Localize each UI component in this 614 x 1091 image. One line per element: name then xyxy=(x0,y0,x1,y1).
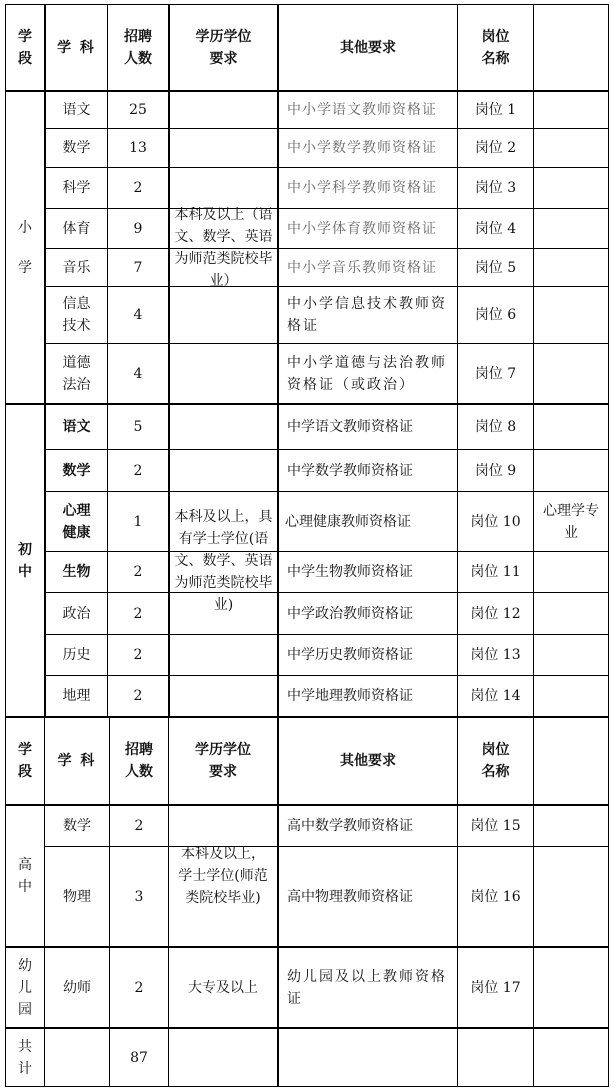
requirement-cell: 中小学体育教师资格证 xyxy=(287,220,437,237)
post-cell: 岗位 4 xyxy=(474,220,517,237)
requirement-cell: 中小学音乐教师资格证 xyxy=(287,259,437,276)
post-cell: 岗位 17 xyxy=(470,979,521,996)
header-subject: 学 科 xyxy=(57,753,97,769)
subject-cell: 数学 xyxy=(62,140,91,156)
count-cell: 5 xyxy=(133,419,143,435)
subject-cell: 生物 xyxy=(62,564,91,580)
vline xyxy=(533,4,534,717)
count-cell: 4 xyxy=(133,365,143,382)
count-cell: 2 xyxy=(134,979,144,996)
subject-cell: 心理健康 xyxy=(62,502,91,541)
education-kindergarten: 大专及以上 xyxy=(188,979,258,996)
stage-senior: 高中 xyxy=(18,857,32,895)
count-cell: 9 xyxy=(133,220,143,237)
subject-cell: 语文 xyxy=(62,419,91,435)
requirement-cell: 中学语文教师资格证 xyxy=(287,419,413,435)
post-cell: 岗位 12 xyxy=(470,605,521,622)
count-cell: 13 xyxy=(129,140,147,156)
post-cell: 岗位 2 xyxy=(474,140,517,156)
requirement-cell: 幼儿园及以上教师资格证 xyxy=(287,968,447,1007)
requirement-cell: 中小学数学教师资格证 xyxy=(287,140,437,156)
requirement-cell: 心理健康教师资格证 xyxy=(285,513,411,530)
count-cell: 7 xyxy=(133,259,143,276)
requirement-cell: 中小学信息技术教师资格证 xyxy=(287,296,447,334)
header-subject: 学 科 xyxy=(57,39,96,56)
hline xyxy=(5,1027,609,1029)
header-count: 招聘人数 xyxy=(125,742,153,780)
stage-primary: 小学 xyxy=(18,219,32,276)
post-cell: 岗位 14 xyxy=(470,688,521,704)
hline xyxy=(5,1086,609,1087)
subject-cell: 音乐 xyxy=(62,259,91,276)
post-cell: 岗位 3 xyxy=(474,180,517,196)
count-cell: 2 xyxy=(134,818,144,834)
requirement-cell: 中小学语文教师资格证 xyxy=(287,102,437,118)
count-cell: 25 xyxy=(129,102,147,118)
count-cell: 1 xyxy=(133,513,143,530)
subject-cell: 道德法治 xyxy=(62,354,91,393)
vline xyxy=(608,4,609,1087)
header-education: 学历学位要求 xyxy=(195,742,251,780)
subject-cell: 信息技术 xyxy=(62,296,91,334)
subject-cell: 物理 xyxy=(63,888,91,905)
header-stage: 学段 xyxy=(18,742,32,780)
count-cell: 2 xyxy=(133,647,143,663)
stage-junior: 初中 xyxy=(18,541,32,580)
total-label: 共计 xyxy=(18,1038,32,1077)
header-post: 岗位名称 xyxy=(481,742,510,780)
count-cell: 2 xyxy=(133,564,143,580)
post-cell: 岗位 9 xyxy=(474,462,517,479)
post-cell: 岗位 11 xyxy=(470,564,521,580)
subject-cell: 幼师 xyxy=(63,979,91,996)
header-post: 岗位名称 xyxy=(481,28,510,67)
count-cell: 4 xyxy=(133,307,143,323)
requirement-cell: 中学历史教师资格证 xyxy=(287,647,413,663)
education-junior: 本科及以上，具有学士学位(语文、数学、英语为师范类院校毕业) xyxy=(174,508,273,613)
requirement-cell: 中小学科学教师资格证 xyxy=(287,180,437,196)
count-cell: 2 xyxy=(133,462,143,479)
header-stage: 学段 xyxy=(18,28,32,67)
subject-cell: 地理 xyxy=(62,688,91,704)
count-cell: 2 xyxy=(133,180,143,196)
post-cell: 岗位 5 xyxy=(474,259,517,276)
post-cell: 岗位 7 xyxy=(474,365,517,382)
count-cell: 2 xyxy=(133,605,143,622)
count-cell: 2 xyxy=(133,688,143,704)
header-count: 招聘人数 xyxy=(124,28,152,67)
count-cell: 3 xyxy=(134,888,144,905)
requirement-cell: 中学地理教师资格证 xyxy=(287,688,413,704)
header-education: 学历学位要求 xyxy=(195,28,252,67)
education-primary: 本科及以上（语文、数学、英语为师范类院校毕业） xyxy=(174,206,273,289)
header-other: 其他要求 xyxy=(340,39,396,56)
requirement-cell: 高中物理教师资格证 xyxy=(287,888,413,905)
post-cell: 岗位 1 xyxy=(474,102,517,118)
subject-cell: 语文 xyxy=(62,102,91,118)
requirement-cell: 中小学道德与法治教师资格证（或政治） xyxy=(287,354,447,393)
subject-cell: 体育 xyxy=(62,220,91,237)
stage-kindergarten: 幼儿园 xyxy=(18,957,32,1018)
post-cell: 岗位 15 xyxy=(470,818,521,834)
extra-requirement-cell: 心理学专业 xyxy=(543,502,599,541)
vline xyxy=(533,716,534,1087)
education-senior: 本科及以上，学士学位(师范类院校毕业) xyxy=(178,846,268,906)
requirement-cell: 中学生物教师资格证 xyxy=(287,564,413,580)
subject-cell: 政治 xyxy=(62,605,91,622)
subject-cell: 历史 xyxy=(62,647,91,663)
subject-cell: 数学 xyxy=(63,818,91,834)
post-cell: 岗位 6 xyxy=(474,307,517,323)
subject-cell: 科学 xyxy=(62,180,91,196)
total-count: 87 xyxy=(130,1049,148,1066)
header-other: 其他要求 xyxy=(340,753,396,769)
post-cell: 岗位 8 xyxy=(474,419,517,435)
requirement-cell: 中学数学教师资格证 xyxy=(287,462,413,479)
post-cell: 岗位 16 xyxy=(470,888,521,905)
requirement-cell: 中学政治教师资格证 xyxy=(287,605,413,622)
requirement-cell: 高中数学教师资格证 xyxy=(287,818,413,834)
subject-cell: 数学 xyxy=(62,462,91,479)
post-cell: 岗位 13 xyxy=(470,647,521,663)
post-cell: 岗位 10 xyxy=(470,513,521,530)
